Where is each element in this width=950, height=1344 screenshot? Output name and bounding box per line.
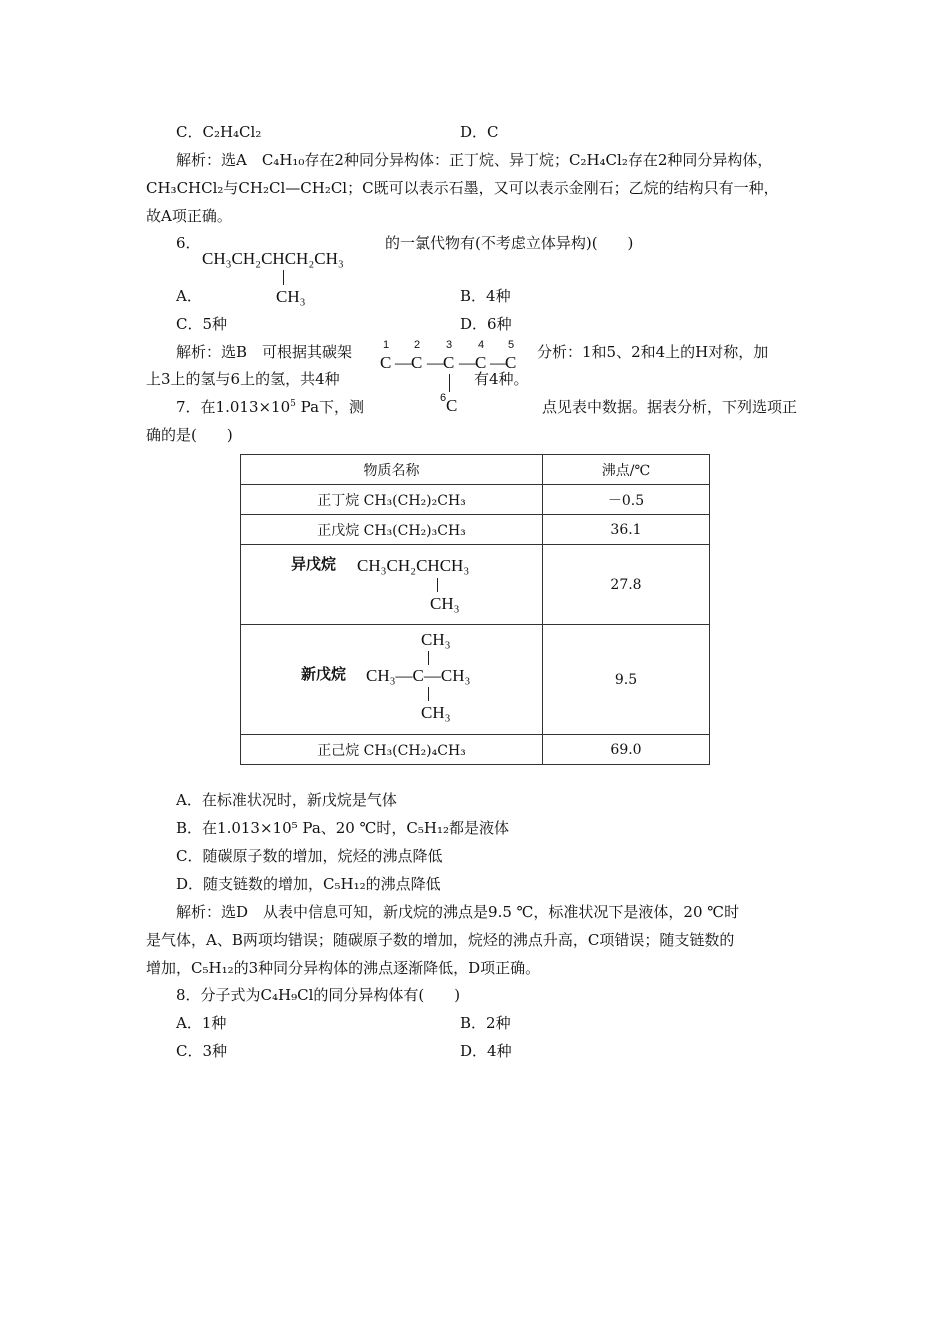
skeleton-carbon: C xyxy=(505,353,517,372)
header-boiling-point: 沸点/℃ xyxy=(543,455,710,485)
q6-option-b: B．4种 xyxy=(460,287,511,305)
skeleton-number: 1 xyxy=(383,339,390,351)
q7-analysis-line2: 是气体，A、B两项均错误；随碳原子数的增加，烷烃的沸点升高，C项错误；随支链数的 xyxy=(146,931,735,949)
boiling-point-table xyxy=(240,454,710,765)
cell-bp: －0.5 xyxy=(543,485,710,515)
table-row xyxy=(241,485,710,515)
cell-name: 正戊烷 CH₃(CH₂)₃CH₃ xyxy=(241,515,543,545)
neopentane-formula-top: CH₃ xyxy=(421,630,451,649)
q5-analysis-line3: 故A项正确。 xyxy=(146,207,232,225)
q6-formula-branch: CH₃ xyxy=(276,287,306,306)
q7-stem-part2: Pa下，测 xyxy=(295,398,365,416)
skeleton-bond: — xyxy=(459,353,476,372)
q6-analysis-part1: 解析：选B 可根据其碳架 xyxy=(176,343,353,361)
q5-option-c: C．C₂H₄Cl₂ xyxy=(176,123,262,141)
q8-option-a: A．1种 xyxy=(176,1014,227,1032)
q7-option-b: B．在1.013×10⁵ Pa、20 ℃时，C₅H₁₂都是液体 xyxy=(176,819,509,837)
q6-formula-bond xyxy=(283,270,284,285)
q6-number: 6． xyxy=(176,234,201,252)
cell-name: 正丁烷 CH₃(CH₂)₂CH₃ xyxy=(241,485,543,515)
q5-analysis-line2: CH₃CHCl₂与CH₂Cl—CH₂Cl；C既可以表示石墨，又可以表示金刚石；乙烷的结构只有一种， xyxy=(146,179,779,197)
q7-analysis-line1: 解析：选D 从表中信息可知，新戊烷的沸点是9.5 ℃，标准状况下是液体，20 ℃时 xyxy=(176,903,740,921)
q7-stem-part1: 7．在1.013×10 xyxy=(176,398,291,416)
neopentane-label: 新戊烷 xyxy=(301,665,347,683)
isopentane-formula-branch: CH₃ xyxy=(430,594,460,613)
skeleton-carbon: C xyxy=(443,353,455,372)
q8-option-c: C．3种 xyxy=(176,1042,228,1060)
table-row xyxy=(241,545,710,625)
isopentane-bond xyxy=(437,578,438,592)
q8-stem: 8．分子式为C₄H₉Cl的同分异构体有( ) xyxy=(176,986,461,1004)
q5-analysis-line1: 解析：选A C₄H₁₀存在2种同分异构体：正丁烷、异丁烷；C₂H₄Cl₂存在2种同分异构体， xyxy=(176,151,773,169)
q6-analysis-line2b: 有4种。 xyxy=(474,370,529,388)
cell-bp: 27.8 xyxy=(543,545,710,625)
q7-analysis-line3: 增加，C₅H₁₂的3种同分异构体的沸点逐渐降低，D项正确。 xyxy=(146,959,541,977)
neopentane-bond-top xyxy=(428,651,429,665)
neopentane-bond-bottom xyxy=(428,687,429,701)
q6-analysis-part2: 分析：1和5、2和4上的H对称，加 xyxy=(537,343,769,361)
skeleton-carbon: C xyxy=(475,353,487,372)
isopentane-label: 异戊烷 xyxy=(291,555,337,573)
skeleton-bond: — xyxy=(490,353,507,372)
skeleton-number: 3 xyxy=(446,339,453,351)
header-name: 物质名称 xyxy=(241,455,543,485)
skeleton-number: 4 xyxy=(478,339,485,351)
skeleton-branch-bond xyxy=(449,374,450,392)
q6-formula-main: CH₃CH₂CHCH₂CH₃ xyxy=(202,249,344,268)
table-row xyxy=(241,735,710,765)
q6-option-c: C．5种 xyxy=(176,315,228,333)
q7-stem-part3: 点见表中数据。据表分析，下列选项正 xyxy=(542,398,798,416)
q7-option-c: C．随碳原子数的增加，烷烃的沸点降低 xyxy=(176,847,443,865)
q6-option-a: A． xyxy=(176,287,202,305)
neopentane-formula-mid: CH₃—C—CH₃ xyxy=(366,666,471,685)
q6-stem: 的一氯代物有(不考虑立体异构)( ) xyxy=(385,234,634,252)
cell-name: 正己烷 CH₃(CH₂)₄CH₃ xyxy=(241,735,543,765)
skeleton-carbon: C xyxy=(411,353,423,372)
isopentane-formula-main: CH₃CH₂CHCH₃ xyxy=(357,556,470,575)
q7-option-d: D．随支链数的增加，C₅H₁₂的沸点降低 xyxy=(176,875,441,893)
q7-stem-line2: 确的是( ) xyxy=(146,426,233,444)
cell-bp: 69.0 xyxy=(543,735,710,765)
cell-name xyxy=(241,625,543,735)
cell-bp: 36.1 xyxy=(543,515,710,545)
skeleton-carbon: C xyxy=(380,353,392,372)
cell-bp: 9.5 xyxy=(543,625,710,735)
skeleton-number: 5 xyxy=(508,339,515,351)
table-header-row xyxy=(241,455,710,485)
q8-option-d: D．4种 xyxy=(460,1042,512,1060)
q7-option-a: A．在标准状况时，新戊烷是气体 xyxy=(176,791,397,809)
q7-stem-superscript: 5 xyxy=(290,399,296,409)
skeleton-number: 6 xyxy=(440,392,447,404)
table-row xyxy=(241,625,710,735)
neopentane-formula-bottom: CH₃ xyxy=(421,703,451,722)
q5-option-d: D．C xyxy=(460,123,499,141)
q8-option-b: B．2种 xyxy=(460,1014,511,1032)
q7-stem-line1 xyxy=(176,400,364,415)
skeleton-bond: — xyxy=(395,353,412,372)
skeleton-carbon: C xyxy=(446,396,458,415)
table-row xyxy=(241,515,710,545)
skeleton-number: 2 xyxy=(414,339,421,351)
cell-name xyxy=(241,545,543,625)
skeleton-bond: — xyxy=(427,353,444,372)
q6-analysis-line2a: 上3上的氢与6上的氢，共4种 xyxy=(146,370,340,388)
q6-option-d: D．6种 xyxy=(460,315,512,333)
